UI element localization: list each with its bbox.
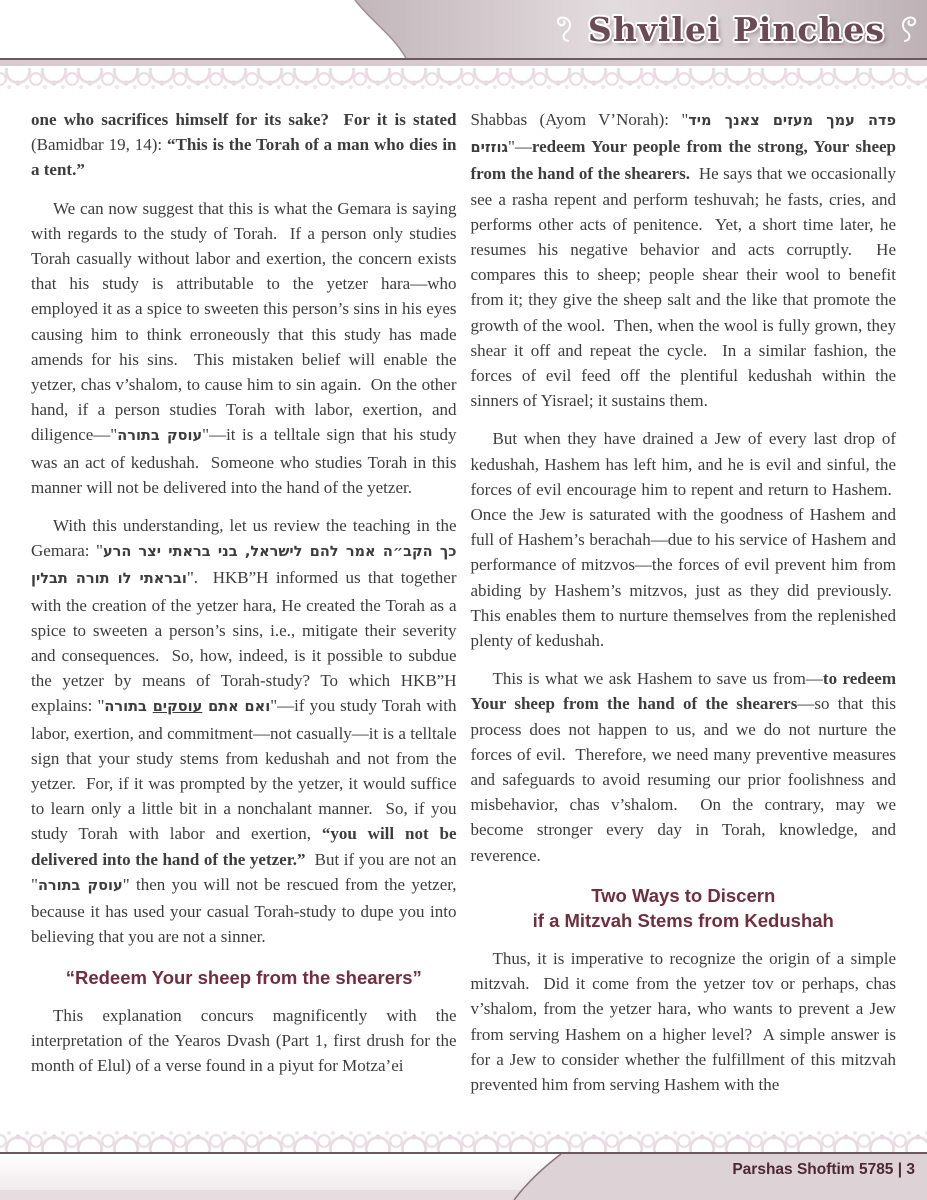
hebrew-text: בתורה <box>104 699 153 716</box>
paragraph <box>31 513 457 949</box>
page-number-label: Parshas Shoftim 5785 | 3 <box>732 1161 915 1178</box>
masthead <box>554 0 919 58</box>
body-text: ". HKB”H informed us that together with the creation of the yetzer hara, He created the Torah as a spice to sweeten a person’s sins, i.e., mitigate their severity and consequences. So, how, indeed, is it possible to subdue the yetzer by means of Torah-study? To which HKB”H explains: " <box>31 568 457 716</box>
lace-border-top <box>0 68 927 94</box>
paragraph <box>471 426 897 653</box>
page-header <box>0 0 927 58</box>
hebrew-text: ואם אתם <box>202 699 271 716</box>
swirl-ornament-right-icon <box>897 14 919 44</box>
body-text: This explanation concurs magnificently with the interpretation of the Yearos Dvash (Part 1, first drush for the month of Elul) of a verse found in a piyut for Motza’ei <box>31 1005 457 1075</box>
paragraph <box>471 946 897 1097</box>
paragraph <box>31 107 457 183</box>
hebrew-text: עוסקים <box>152 699 203 716</box>
body-text: (Bamidbar 19, 14) <box>31 135 158 155</box>
body-text: to redeem Your sheep from the hand of the shearers <box>470 669 897 714</box>
paragraph <box>31 1003 457 1079</box>
body-text: "— <box>507 137 532 157</box>
body-text: "—it is a telltale sign that his study was an act of kedushah. Someone who studies Torah in this manner will not be delivered into the hand of the yetzer. <box>31 425 457 497</box>
publication-title: Shvilei Pinches <box>587 9 885 49</box>
page-footer <box>0 1154 927 1200</box>
left-column <box>31 107 457 1126</box>
body-text: But if you are not an " <box>31 849 457 894</box>
body-text: He says that we occasionally see a rasha repent and perform teshuvah; he fasts, cries, and performs other acts of penitence. Yet, a short time later, he resumes his negative behavior and acts corruptly. He compares this to sheep; people shear their wool to benefit from it; they give the sheep salt and the like that promote the growth of the wool. Then, when the wool is fully grown, they shear it off and repeat the cycle. In a similar fashion, the forces of evil feed off the plentiful kedushah within the sinners of Yisrael; it sustains them. <box>470 164 897 411</box>
body-text: redeem Your people from the strong, Your sheep from the hand of the shearers. <box>470 137 896 184</box>
hebrew-text: עוסק בתורה <box>117 428 203 445</box>
body-text: Thus, it is imperative to recognize the origin of a simple mitzvah. Did it come from the yetzer tov or perhaps, chas v’shalom, from the yetzer hara, who wants to prevent a Jew from serving Hashem on a higher level? A simple answer is for a Jew to consider whether the fulfillment of this mitzvah prevented him from serving Hashem with the <box>470 948 896 1094</box>
body-text: —so that this process does not happen to us, and we do not nurture the forces of evil. Therefore, we need many preventive measures and safeguards to avoid resuming our prior foolishness and misbehavior, chas v’shalom. On the contrary, may we become stronger every day in Torah, knowledge, and reverence. <box>470 694 897 865</box>
body-text: “This is the Torah of a man who dies in a tent.” <box>31 135 457 180</box>
body-text: one who sacrifices himself for its sake? For it is stated <box>31 110 457 129</box>
header-pink-strip <box>0 60 927 68</box>
page-content <box>0 94 927 1126</box>
body-text: : <box>157 135 167 155</box>
right-column <box>471 107 897 1126</box>
body-text: But when they have drained a Jew of every last drop of kedushah, Hashem has left him, and he is evil and sinful, the forces of evil encourage him to repent and return to Hashem. Once the Jew is saturated with the goodness of Hashem and full of Hashem’s berachah—due to his service of Hashem and performance of mitzvos—the forces of evil prevent him from abiding by Hashem’s mitzvos, just as they did previously. This enables them to nurture themselves from the replenished plenty of kedushah. <box>470 429 896 651</box>
body-text: We can now suggest that this is what the Gemara is saying with regards to the study of Torah. If a person only studies Torah casually without labor and exertion, the concern exists that his study is attributable to the yetzer hara—who employed it as a spice to sweeten this person’s sins in his eyes causing him to think erroneously that this study has made amends for his sins. This mistaken belief will enable the yetzer, chas v’shalom, to cause him to sin again. On the other hand, if a person studies Torah with labor, exertion, and diligence—" <box>31 198 457 445</box>
body-text: With this understanding, let us review the teaching in the Gemara: " <box>31 516 457 561</box>
paragraph <box>31 196 457 500</box>
body-text: "—if you study Torah with labor, exertion, and commitment—not casually—it is a telltale sign that your study stems from kedushah and not from the yetzer. For, if it was prompted by the yetzer, it would suffice to learn only a little bit in a nonchalant manner. So, if you study Torah with labor and exertion, <box>31 696 457 844</box>
hebrew-text: עוסק בתורה <box>37 877 123 894</box>
footer-left-whitespace <box>0 1154 561 1190</box>
swirl-ornament-left-icon <box>554 14 576 44</box>
body-text: " then you will not be rescued from the yetzer, because it has used your casual Torah-study to dupe you into believing that you are not a sinner. <box>31 874 457 947</box>
hebrew-text: פדה עמך מעזים צאנך מיד גוזזים <box>470 113 896 157</box>
body-text: This is what we ask Hashem to save us from— <box>492 669 823 689</box>
hebrew-text: כך הקב״ה אמר להם לישראל, בני בראתי יצר הרע ובראתי לו תורה תבלין <box>31 544 457 588</box>
section-heading: “Redeem Your sheep from the shearers” <box>65 966 422 988</box>
paragraph <box>471 666 897 868</box>
body-text: “you will not be delivered into the hand of the yetzer.” <box>31 824 457 869</box>
body-text: Shabbas (Ayom V’Norah): " <box>470 110 689 129</box>
paragraph <box>471 107 897 413</box>
section-heading: Two Ways to Discern if a Mitzvah Stems from Kedushah <box>532 884 834 931</box>
lace-border-bottom <box>0 1126 927 1152</box>
